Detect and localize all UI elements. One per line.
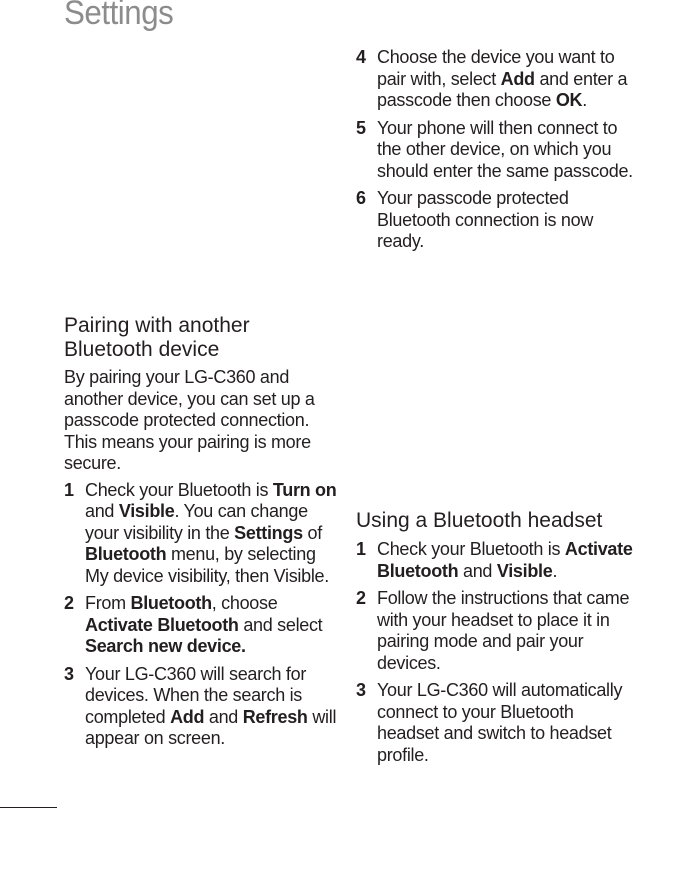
pairing-section [64,314,339,756]
step-number: 6 [356,188,366,208]
step-text: . [552,560,558,581]
step-bold-text: Add [500,68,535,89]
step-text: and enter a passcode then choose [377,68,628,110]
step-bold-text: Add [170,706,205,727]
pairing-steps-continued [356,47,636,259]
step-text: Your phone will then connect to the other device, on which you should enter the same passcode. [377,117,633,181]
step-text: and select [238,614,323,635]
step-bold-text: Settings [234,522,303,543]
pairing-step-4 [356,47,636,112]
pairing-heading [64,314,339,362]
pairing-steps-list [64,480,339,750]
step-number: 4 [356,47,366,67]
step-number: 1 [356,539,366,559]
step-text: Follow the instructions that came with your headset to place it in pairing mode and pair your devices. [377,588,630,673]
step-text: Choose the device you want to pair with, select [377,47,615,89]
pairing-intro: By pairing your LG-C360 and another device, you can set up a passcode protected connection. This means your pairing is more secure. [64,367,315,473]
step-text: will appear on screen. [85,706,337,748]
step-number: 2 [64,593,74,613]
step-bold-text: Turn on [272,479,337,500]
step-text: menu, by selecting My device visibility, then Visible. [85,544,329,586]
step-number: 2 [356,588,366,608]
pairing-step-3 [64,664,339,750]
step-bold-text: OK [555,90,583,110]
step-text: Your LG-C360 will automatically connect to your Bluetooth headset and switch to headset profile. [377,680,623,765]
step-bold-text: Activate Bluetooth [85,614,239,635]
pairing-heading-line2: Bluetooth device [64,338,220,361]
step-bold-text: Visible [496,560,553,581]
step-text: and [458,560,497,581]
step-bold-text: Visible [118,501,175,521]
step-text: Your passcode protected Bluetooth connection is now ready. [377,188,594,251]
step-text: and [204,706,243,727]
step-bold-text: Activate Bluetooth [377,539,633,581]
step-text: . [582,90,587,110]
step-text: Your LG-C360 will search for devices. When the search is completed [85,663,307,727]
page-title: Settings [64,0,174,32]
step-bold-text: Search new device. [85,636,246,656]
pairing-heading-line1: Pairing with another [64,314,250,337]
headset-step-3 [356,680,636,766]
step-text: and [85,501,119,521]
step-text: Check your Bluetooth is [85,479,273,500]
step-bold-text: Bluetooth [130,593,212,613]
step-text: . You can change your visibility in the [85,501,308,543]
headset-section [356,509,636,772]
headset-steps-list [356,539,636,766]
footer-rule [0,807,57,808]
step-number: 5 [356,117,366,138]
step-text: From [85,593,131,613]
step-text: Check your Bluetooth is [377,539,565,559]
pairing-step-1 [64,480,339,588]
pairing-step-2 [64,593,339,658]
step-bold-text: Refresh [242,706,308,727]
pairing-steps-list-continued [356,47,636,253]
headset-heading: Using a Bluetooth headset [356,509,603,532]
headset-step-2 [356,588,636,674]
step-number: 3 [64,663,74,684]
step-number: 3 [356,680,366,700]
step-number: 1 [64,479,74,500]
step-text: of [302,522,322,543]
step-text: , choose [211,593,278,613]
step-bold-text: Bluetooth [85,544,167,564]
pairing-step-5 [356,118,636,183]
pairing-step-6 [356,188,636,253]
headset-step-1 [356,539,636,582]
